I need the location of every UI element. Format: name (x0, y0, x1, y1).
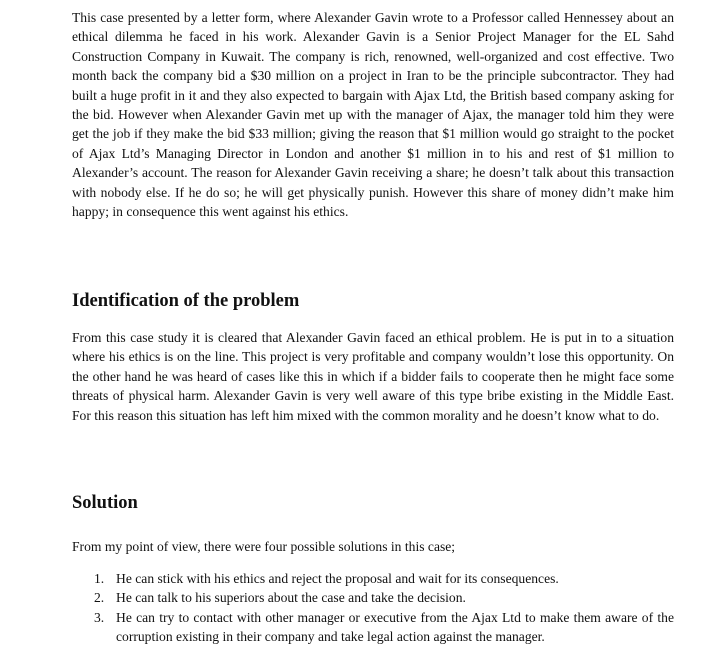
solution-intro: From my point of view, there were four possible solutions in this case; (72, 539, 456, 554)
list-item-number: 2. (94, 590, 105, 606)
list-item-text: He can stick with his ethics and reject the proposal and wait for its consequences. (116, 571, 559, 586)
list-item (72, 569, 674, 588)
identification-heading: Identification of the problem (72, 291, 300, 311)
list-item-number: 1. (94, 571, 105, 586)
list-item (72, 608, 674, 647)
list-item (72, 588, 674, 607)
list-item-number: 3. (94, 609, 105, 625)
solution-heading: Solution (72, 493, 138, 513)
list-item-text: He can try to contact with other manager or executive from the Ajax Ltd to make them aware of the corruption existing in their company and take legal action against the manager. (116, 609, 674, 645)
intro-paragraph: This case presented by a letter form, where Alexander Gavin wrote to a Professor called Hennessey about an ethical dilemma he faced in his work. Alexander Gavin is a Senior Project Manager for the EL Sahd Construction Company in Kuwait. The company is rich, renowned, well-organized and cost effective. Two month back the company bid a $30 million on a project in Iran to be the principle subcontractor. They had built a huge profit in it and they also expected to bargain with Ajax Ltd, the British based company asking for the bid. However when Alexander Gavin met up with the manager of Ajax, the manager told him they were get the job if they make the bid $33 million; giving the reason that $1 million would go straight to the pocket of Ajax Ltd’s Managing Director in London and another $1 million in to his and rest of $1 million to Alexander’s account. The reason for Alexander Gavin receiving a share; he doesn’t talk about this transaction with nobody else. If he do so; he will get physically punish. However this share of money didn’t make him happy; in consequence this went against his ethics. (72, 10, 674, 220)
solution-list (72, 569, 674, 647)
identification-paragraph: From this case study it is cleared that Alexander Gavin faced an ethical problem. He is put in to a situation where his ethics is on the line. This project is very profitable and company wouldn’t lose this opportunity. On the other hand he was heard of cases like this in which if a bidder fails to cooperate then he might face some threats of physical harm. Alexander Gavin is very well aware of this type bribe existing in the Middle East. For this reason this situation has left him mixed with the common morality and he doesn’t know what to do. (72, 330, 674, 423)
document-page (72, 8, 674, 645)
list-item-text: He can talk to his superiors about the case and take the decision. (116, 590, 466, 606)
